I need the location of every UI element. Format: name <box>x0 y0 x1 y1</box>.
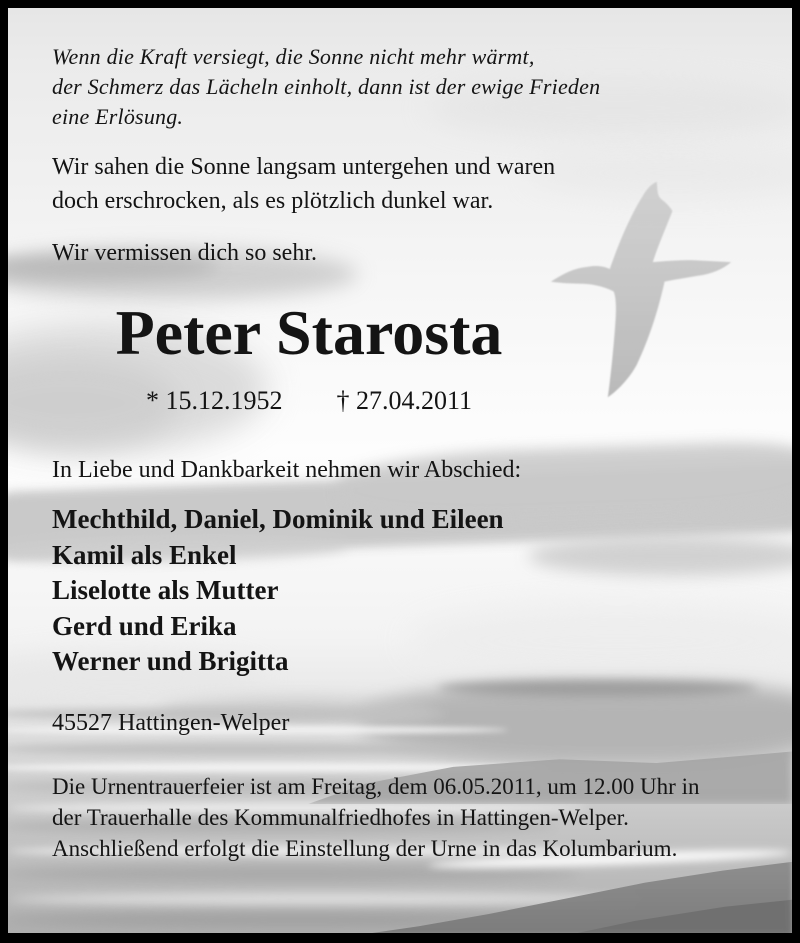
ceremony-line: der Trauerhalle des Kommunalfriedhofes in Hattingen-Welper. <box>52 805 629 830</box>
dates-row <box>44 386 574 416</box>
mourner-line: Liselotte als Mutter <box>52 575 279 605</box>
birth-date: * 15.12.1952 <box>145 386 283 415</box>
ceremony-line: Die Urnentrauerfeier ist am Freitag, dem 06.05.2011, um 12.00 Uhr in <box>52 774 700 799</box>
death-date: † 27.04.2011 <box>336 386 473 415</box>
intro-line: Wir sahen die Sonne langsam untergehen und waren <box>52 154 556 180</box>
ceremony-paragraph <box>52 771 699 864</box>
farewell-line: In Liebe und Dankbarkeit nehmen wir Abschied: <box>52 457 522 483</box>
notice-content <box>8 8 792 933</box>
mourner-line: Mechthild, Daniel, Dominik und Eileen <box>52 504 504 534</box>
epigraph-line: der Schmerz das Lächeln einholt, dann ist der ewige Frieden <box>52 74 601 99</box>
epigraph <box>52 42 600 132</box>
ceremony-line: Anschließend erfolgt die Einstellung der Urne in das Kolumbarium. <box>52 836 678 861</box>
mourner-line: Werner und Brigitta <box>52 646 289 676</box>
missing-line: Wir vermissen dich so sehr. <box>52 240 317 266</box>
location-line: 45527 Hattingen-Welper <box>52 710 290 736</box>
mourner-line: Gerd und Erika <box>52 610 237 641</box>
mourner-line: Kamil als Enkel <box>52 539 237 570</box>
epigraph-line: Wenn die Kraft versiegt, die Sonne nicht mehr wärmt, <box>52 44 535 69</box>
epigraph-line: eine Erlösung. <box>52 104 184 129</box>
intro-line: doch erschrocken, als es plötzlich dunkel war. <box>52 188 494 214</box>
deceased-name: Peter Starosta <box>115 297 503 368</box>
notice-inner-frame <box>8 8 792 933</box>
mourners-list <box>52 502 504 680</box>
intro-paragraph <box>52 150 555 218</box>
